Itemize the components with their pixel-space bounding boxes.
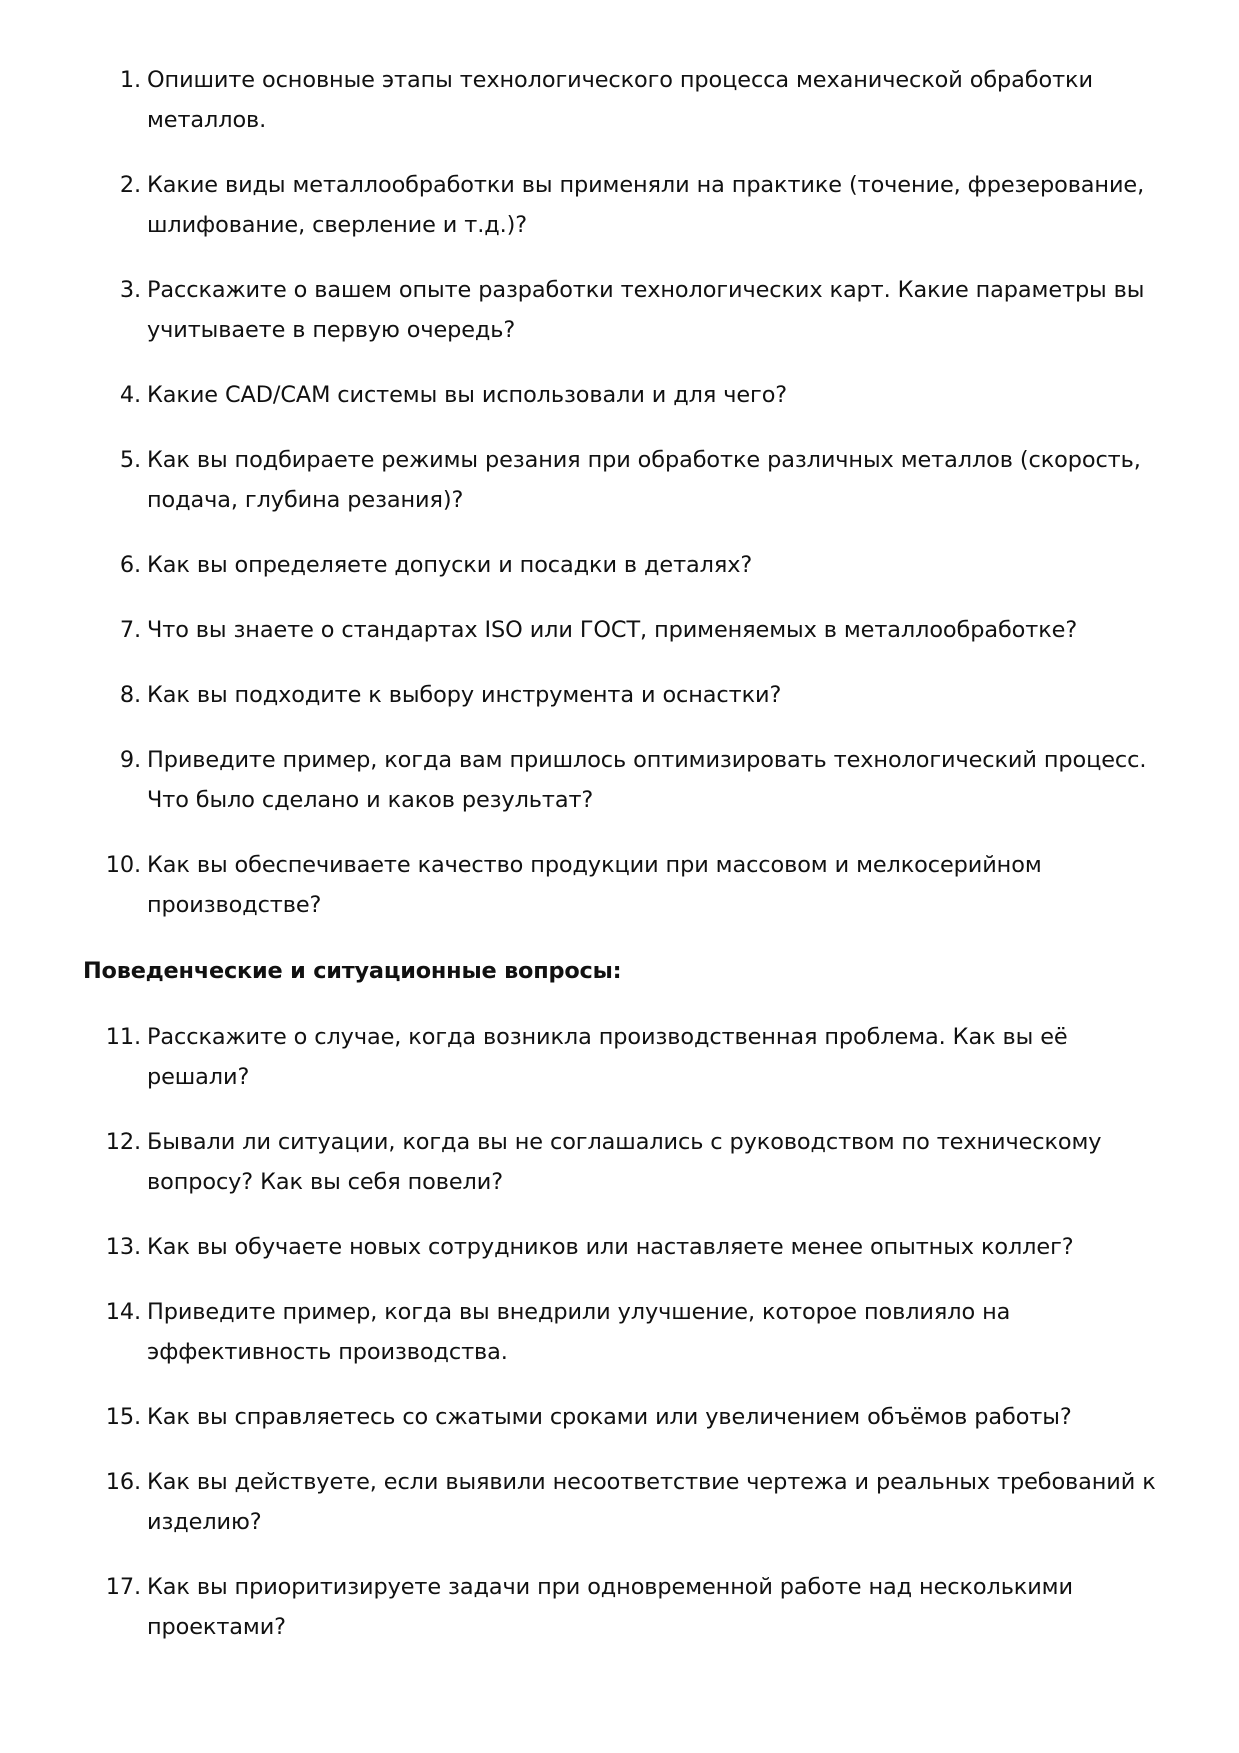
technical-question-list — [0, 60, 1239, 950]
question-item — [0, 1567, 1239, 1647]
question-text: Бывали ли ситуации, когда вы не соглашались с руководством по техническому вопросу? Как вы себя повели? — [147, 1129, 1102, 1195]
question-item — [0, 165, 1239, 245]
question-number: 12. — [105, 1129, 141, 1155]
behavioral-question-list — [0, 1017, 1239, 1672]
question-text: Расскажите о вашем опыте разработки технологических карт. Какие параметры вы учитываете в первую очередь? — [147, 277, 1145, 343]
question-number: 6. — [119, 552, 141, 578]
question-text: Что вы знаете о стандартах ISO или ГОСТ, применяемых в металлообработке? — [147, 617, 1078, 643]
question-item — [0, 1292, 1239, 1372]
question-item — [0, 1017, 1239, 1097]
question-number: 10. — [105, 852, 141, 878]
question-text: Как вы подходите к выбору инструмента и оснастки? — [147, 682, 782, 708]
question-text: Опишите основные этапы технологического процесса механической обработки металлов. — [147, 67, 1093, 133]
question-item — [0, 60, 1239, 140]
question-number: 13. — [105, 1234, 141, 1260]
question-item — [0, 1462, 1239, 1542]
question-text: Как вы определяете допуски и посадки в деталях? — [147, 552, 753, 578]
question-number: 17. — [105, 1574, 141, 1600]
question-text: Как вы действуете, если выявили несоответствие чертежа и реальных требований к изделию? — [147, 1469, 1156, 1535]
question-number: 16. — [105, 1469, 141, 1495]
question-number: 15. — [105, 1404, 141, 1430]
question-item — [0, 610, 1239, 650]
question-item — [0, 1227, 1239, 1267]
question-text: Как вы обеспечиваете качество продукции при массовом и мелкосерийном производстве? — [147, 852, 1042, 918]
question-number: 14. — [105, 1299, 141, 1325]
question-item — [0, 375, 1239, 415]
question-number: 9. — [119, 747, 141, 773]
question-text: Какие CAD/CAM системы вы использовали и для чего? — [147, 382, 788, 408]
question-item — [0, 845, 1239, 925]
question-text: Приведите пример, когда вы внедрили улучшение, которое повлияло на эффективность производства. — [147, 1299, 1011, 1365]
question-text: Как вы справляетесь со сжатыми сроками или увеличением объёмов работы? — [147, 1404, 1072, 1430]
question-number: 8. — [119, 682, 141, 708]
question-text: Какие виды металлообработки вы применяли на практике (точение, фрезерование, шлифование, сверление и т.д.)? — [147, 172, 1145, 238]
question-text: Как вы приоритизируете задачи при одновременной работе над несколькими проектами? — [147, 1574, 1073, 1640]
question-number: 1. — [119, 67, 141, 93]
question-number: 7. — [119, 617, 141, 643]
question-item — [0, 675, 1239, 715]
question-text: Приведите пример, когда вам пришлось оптимизировать технологический процесс. Что было сделано и каков результат? — [147, 747, 1147, 813]
question-item — [0, 1122, 1239, 1202]
question-item — [0, 740, 1239, 820]
question-item — [0, 1397, 1239, 1437]
question-number: 11. — [105, 1024, 141, 1050]
section-heading: Поведенческие и ситуационные вопросы: — [83, 958, 622, 984]
question-item — [0, 440, 1239, 520]
question-text: Как вы подбираете режимы резания при обработке различных металлов (скорость, подача, глубина резания)? — [147, 447, 1141, 513]
question-item — [0, 270, 1239, 350]
question-number: 3. — [119, 277, 141, 303]
question-number: 5. — [119, 447, 141, 473]
question-text: Расскажите о случае, когда возникла производственная проблема. Как вы её решали? — [147, 1024, 1068, 1090]
question-text: Как вы обучаете новых сотрудников или наставляете менее опытных коллег? — [147, 1234, 1074, 1260]
question-number: 4. — [119, 382, 141, 408]
question-item — [0, 545, 1239, 585]
question-number: 2. — [119, 172, 141, 198]
